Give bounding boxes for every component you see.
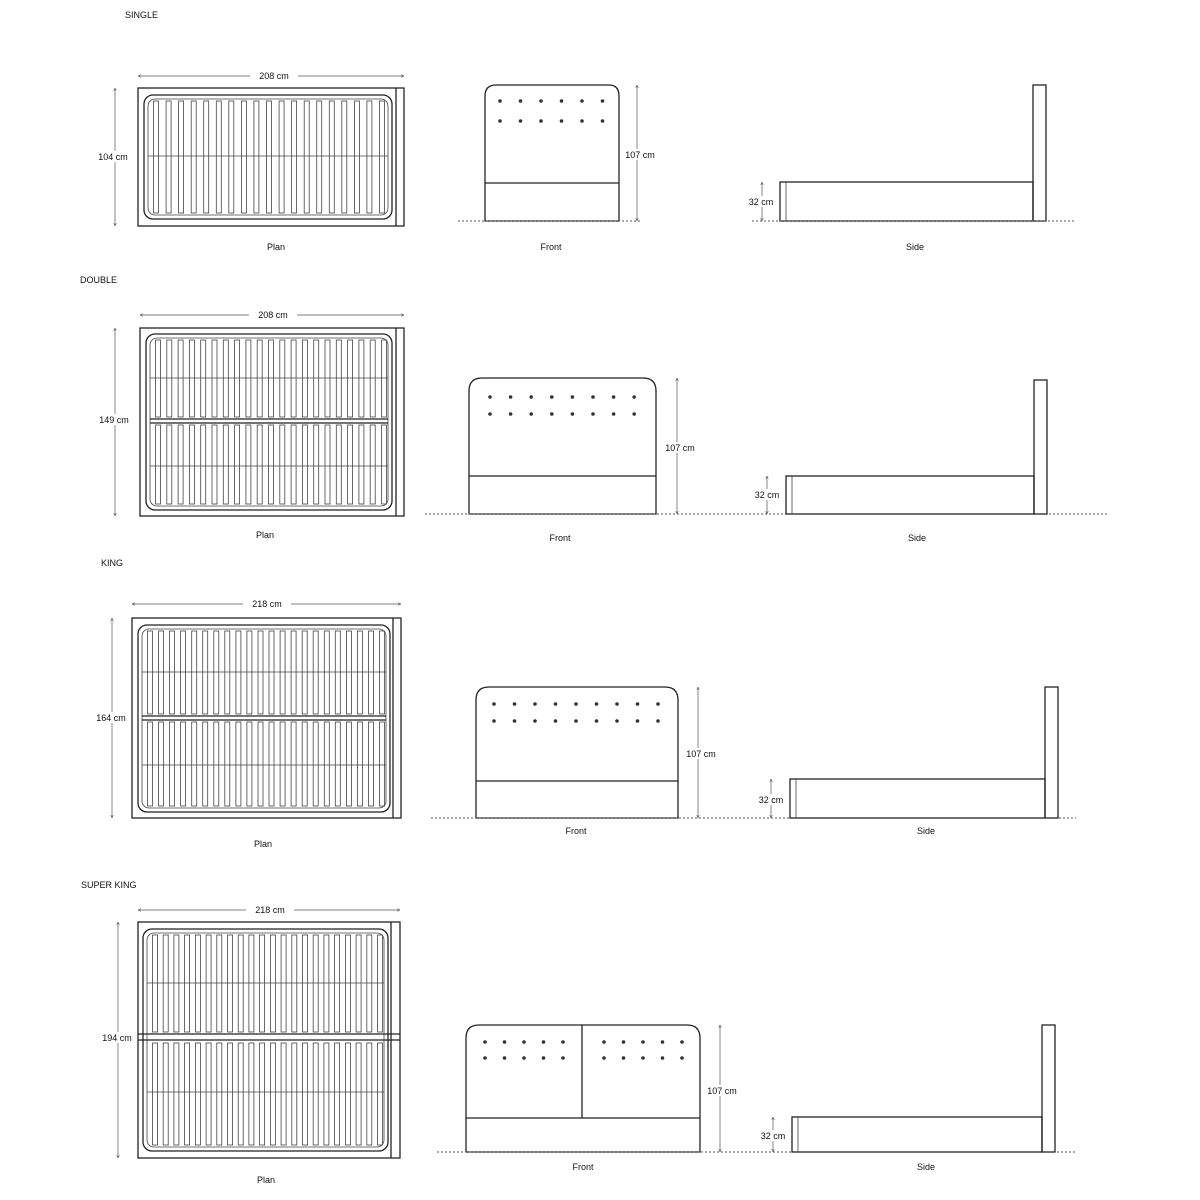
slat: [324, 935, 329, 1032]
slat: [185, 935, 190, 1032]
slat: [223, 340, 228, 417]
front-caption: Front: [572, 1162, 594, 1172]
section-title: KING: [101, 558, 124, 568]
slat: [159, 631, 164, 714]
slat: [249, 1043, 254, 1145]
tufting-button: [554, 702, 558, 706]
section-super-king: [81, 880, 1077, 1185]
plan-view: [97, 904, 400, 1185]
tufting-button: [533, 719, 537, 723]
slat: [204, 101, 209, 213]
slat: [324, 1043, 329, 1145]
front-height-label: 107 cm: [686, 749, 716, 759]
tufting-button: [632, 412, 636, 416]
slat: [367, 1043, 372, 1145]
tufting-button: [533, 702, 537, 706]
tufting-button: [636, 719, 640, 723]
slat: [201, 340, 206, 417]
tufting-button: [561, 1056, 565, 1060]
front-height-label: 107 cm: [625, 150, 655, 160]
slat: [380, 722, 385, 806]
side-caption: Side: [916, 826, 936, 836]
slat-group: [154, 101, 385, 213]
tufting-buttons: [498, 99, 604, 123]
slat: [258, 722, 263, 806]
slat: [212, 425, 217, 504]
slat: [335, 722, 340, 806]
slat: [359, 340, 364, 417]
slat: [249, 935, 254, 1032]
slat: [225, 722, 230, 806]
slat: [380, 101, 385, 213]
tufting-button: [529, 395, 533, 399]
slat-group: [156, 425, 387, 504]
tufting-button: [601, 119, 605, 123]
front-caption: Front: [549, 533, 571, 543]
slat: [185, 1043, 190, 1145]
tufting-button: [550, 412, 554, 416]
slat-group: [153, 935, 383, 1032]
slat: [382, 340, 387, 417]
slat: [303, 1043, 308, 1145]
slat: [191, 101, 196, 213]
tufting-button: [492, 702, 496, 706]
tufting-button: [483, 1040, 487, 1044]
tufting-button: [595, 702, 599, 706]
slat: [246, 340, 251, 417]
tufting-button: [529, 412, 533, 416]
slat: [236, 631, 241, 714]
tufting-button: [522, 1056, 526, 1060]
section-double: [80, 275, 1108, 543]
slat: [325, 425, 330, 504]
tufting-button: [542, 1056, 546, 1060]
slat-group: [156, 340, 387, 417]
slat: [195, 1043, 200, 1145]
tufting-button: [580, 119, 584, 123]
tufting-button: [661, 1040, 665, 1044]
slat: [335, 935, 340, 1032]
slat: [258, 631, 263, 714]
slat: [156, 340, 161, 417]
slat: [356, 1043, 361, 1145]
plan-depth-label: 149 cm: [99, 415, 129, 425]
slat: [246, 425, 251, 504]
slat: [153, 1043, 158, 1145]
slat: [270, 935, 275, 1032]
side-view: [757, 687, 1058, 836]
section-title: SINGLE: [125, 10, 159, 20]
slat: [357, 722, 362, 806]
side-view: [747, 85, 1076, 252]
slat: [203, 722, 208, 806]
slat: [378, 1043, 383, 1145]
slat: [163, 1043, 168, 1145]
slat: [348, 340, 353, 417]
tufting-button: [498, 99, 502, 103]
tufting-button: [503, 1040, 507, 1044]
slat: [354, 101, 359, 213]
slat: [192, 722, 197, 806]
slat: [178, 425, 183, 504]
tufting-button: [539, 99, 543, 103]
slat: [291, 631, 296, 714]
tufting-button: [492, 719, 496, 723]
slat: [280, 425, 285, 504]
side-height-label: 32 cm: [748, 197, 774, 207]
slat: [280, 631, 285, 714]
slat: [270, 1043, 275, 1145]
tufting-button: [560, 99, 564, 103]
front-view: [425, 378, 1108, 543]
slat: [314, 340, 319, 417]
plan-view: [92, 70, 404, 252]
slat: [228, 1043, 233, 1145]
slat: [303, 935, 308, 1032]
tufting-button: [488, 395, 492, 399]
side-height-label: 32 cm: [758, 795, 784, 805]
slat: [291, 425, 296, 504]
slat: [313, 935, 318, 1032]
slat: [367, 101, 372, 213]
slat: [260, 935, 265, 1032]
slat: [325, 340, 330, 417]
slat: [345, 935, 350, 1032]
slat-group: [153, 1043, 383, 1145]
side-height-label: 32 cm: [760, 1131, 786, 1141]
slat: [214, 722, 219, 806]
tufting-button: [498, 119, 502, 123]
slat: [345, 1043, 350, 1145]
slat: [291, 340, 296, 417]
slat: [346, 631, 351, 714]
tufting-button: [509, 412, 513, 416]
slat: [167, 340, 172, 417]
plan-depth-label: 104 cm: [98, 152, 128, 162]
tufting-buttons: [488, 395, 636, 416]
slat: [370, 425, 375, 504]
slat: [280, 340, 285, 417]
tufting-button: [601, 99, 605, 103]
slat: [336, 340, 341, 417]
tufting-button: [595, 719, 599, 723]
tufting-button: [539, 119, 543, 123]
slat-group: [148, 722, 385, 806]
plan-width-label: 208 cm: [259, 71, 289, 81]
slat: [247, 722, 252, 806]
side-caption: Side: [905, 242, 925, 252]
slat: [292, 1043, 297, 1145]
slat: [167, 425, 172, 504]
slat: [206, 935, 211, 1032]
tufting-button: [509, 395, 513, 399]
slat: [302, 340, 307, 417]
slat: [342, 101, 347, 213]
slat: [214, 631, 219, 714]
plan-width-label: 218 cm: [255, 905, 285, 915]
slat: [235, 425, 240, 504]
slat: [324, 631, 329, 714]
slat: [370, 340, 375, 417]
slat: [367, 935, 372, 1032]
plan-view: [91, 598, 401, 849]
slat: [189, 340, 194, 417]
tufting-button: [622, 1040, 626, 1044]
plan-caption: Plan: [266, 242, 286, 252]
slat: [369, 722, 374, 806]
slat: [280, 722, 285, 806]
tufting-buttons: [483, 1040, 565, 1060]
slat: [217, 935, 222, 1032]
slat: [336, 425, 341, 504]
slat: [148, 631, 153, 714]
tufting-button: [591, 395, 595, 399]
front-caption: Front: [565, 826, 587, 836]
slat: [291, 722, 296, 806]
tufting-button: [519, 99, 523, 103]
slat: [236, 722, 241, 806]
slat: [163, 935, 168, 1032]
slat: [348, 425, 353, 504]
slat: [380, 631, 385, 714]
section-title: SUPER KING: [81, 880, 137, 890]
slat: [313, 1043, 318, 1145]
tufting-buttons: [602, 1040, 684, 1060]
tufting-button: [641, 1040, 645, 1044]
slat: [225, 631, 230, 714]
tufting-button: [580, 99, 584, 103]
slat: [153, 935, 158, 1032]
tufting-button: [519, 119, 523, 123]
tufting-button: [615, 702, 619, 706]
slat: [317, 101, 322, 213]
slat: [279, 101, 284, 213]
plan-caption: Plan: [256, 1175, 276, 1185]
slat: [269, 425, 274, 504]
tufting-button: [612, 412, 616, 416]
slat: [238, 1043, 243, 1145]
front-height-label: 107 cm: [665, 443, 695, 453]
slat: [217, 1043, 222, 1145]
slat: [314, 425, 319, 504]
tufting-button: [513, 719, 517, 723]
slat: [281, 1043, 286, 1145]
slat: [241, 101, 246, 213]
tufting-button: [641, 1056, 645, 1060]
slat: [369, 631, 374, 714]
tufting-button: [615, 719, 619, 723]
slat: [378, 935, 383, 1032]
tufting-button: [656, 702, 660, 706]
tufting-button: [522, 1040, 526, 1044]
tufting-button: [680, 1040, 684, 1044]
tufting-button: [602, 1040, 606, 1044]
tufting-button: [571, 412, 575, 416]
slat: [382, 425, 387, 504]
slat: [154, 101, 159, 213]
slat: [170, 631, 175, 714]
slat: [357, 631, 362, 714]
section-single: [92, 10, 1076, 252]
slat: [324, 722, 329, 806]
plan-width-label: 218 cm: [252, 599, 282, 609]
slat: [179, 101, 184, 213]
tufting-button: [503, 1056, 507, 1060]
slat: [206, 1043, 211, 1145]
tufting-button: [680, 1056, 684, 1060]
slat: [228, 935, 233, 1032]
slat: [269, 722, 274, 806]
tufting-button: [554, 719, 558, 723]
tufting-button: [632, 395, 636, 399]
slat: [212, 340, 217, 417]
plan-view: [94, 309, 404, 540]
slat: [292, 101, 297, 213]
slat: [189, 425, 194, 504]
slat: [195, 935, 200, 1032]
slat: [304, 101, 309, 213]
front-view: [437, 1025, 1077, 1172]
slat: [174, 935, 179, 1032]
slat: [216, 101, 221, 213]
slat: [359, 425, 364, 504]
slat: [178, 340, 183, 417]
side-view: [753, 380, 1047, 543]
section-title: DOUBLE: [80, 275, 118, 285]
slat: [281, 935, 286, 1032]
tufting-button: [636, 702, 640, 706]
slat: [313, 722, 318, 806]
slat: [260, 1043, 265, 1145]
slat: [223, 425, 228, 504]
slat: [335, 1043, 340, 1145]
tufting-button: [560, 119, 564, 123]
slat: [302, 722, 307, 806]
slat: [170, 722, 175, 806]
slat: [201, 425, 206, 504]
slat: [192, 631, 197, 714]
side-caption: Side: [907, 533, 927, 543]
slat: [346, 722, 351, 806]
slat: [174, 1043, 179, 1145]
tufting-button: [550, 395, 554, 399]
front-height-label: 107 cm: [707, 1086, 737, 1096]
plan-depth-label: 164 cm: [96, 713, 126, 723]
slat: [313, 631, 318, 714]
slat: [267, 101, 272, 213]
slat: [156, 425, 161, 504]
tufting-button: [542, 1040, 546, 1044]
slat: [302, 631, 307, 714]
tufting-button: [561, 1040, 565, 1044]
slat: [159, 722, 164, 806]
section-king: [91, 558, 1076, 849]
tufting-button: [622, 1056, 626, 1060]
plan-depth-label: 194 cm: [102, 1033, 132, 1043]
front-view: [431, 687, 1076, 836]
slat: [292, 935, 297, 1032]
slat: [335, 631, 340, 714]
slat: [166, 101, 171, 213]
side-caption: Side: [916, 1162, 936, 1172]
slat: [247, 631, 252, 714]
slat: [329, 101, 334, 213]
tufting-button: [513, 702, 517, 706]
tufting-button: [571, 395, 575, 399]
tufting-button: [574, 719, 578, 723]
tufting-button: [483, 1056, 487, 1060]
slat: [302, 425, 307, 504]
front-caption: Front: [540, 242, 562, 252]
tufting-button: [612, 395, 616, 399]
slat: [257, 425, 262, 504]
slat: [269, 340, 274, 417]
slat: [148, 722, 153, 806]
plan-caption: Plan: [255, 530, 275, 540]
slat: [235, 340, 240, 417]
side-height-label: 32 cm: [754, 490, 780, 500]
tufting-button: [488, 412, 492, 416]
slat-group: [148, 631, 385, 714]
tufting-buttons: [492, 702, 660, 723]
slat: [181, 631, 186, 714]
slat: [229, 101, 234, 213]
slat: [238, 935, 243, 1032]
tufting-button: [574, 702, 578, 706]
slat: [257, 340, 262, 417]
slat: [356, 935, 361, 1032]
slat: [269, 631, 274, 714]
front-view: [458, 85, 662, 252]
plan-caption: Plan: [253, 839, 273, 849]
plan-width-label: 208 cm: [258, 310, 288, 320]
tufting-button: [591, 412, 595, 416]
tufting-button: [656, 719, 660, 723]
slat: [254, 101, 259, 213]
tufting-button: [661, 1056, 665, 1060]
slat: [203, 631, 208, 714]
tufting-button: [602, 1056, 606, 1060]
side-view: [759, 1025, 1055, 1172]
slat: [181, 722, 186, 806]
